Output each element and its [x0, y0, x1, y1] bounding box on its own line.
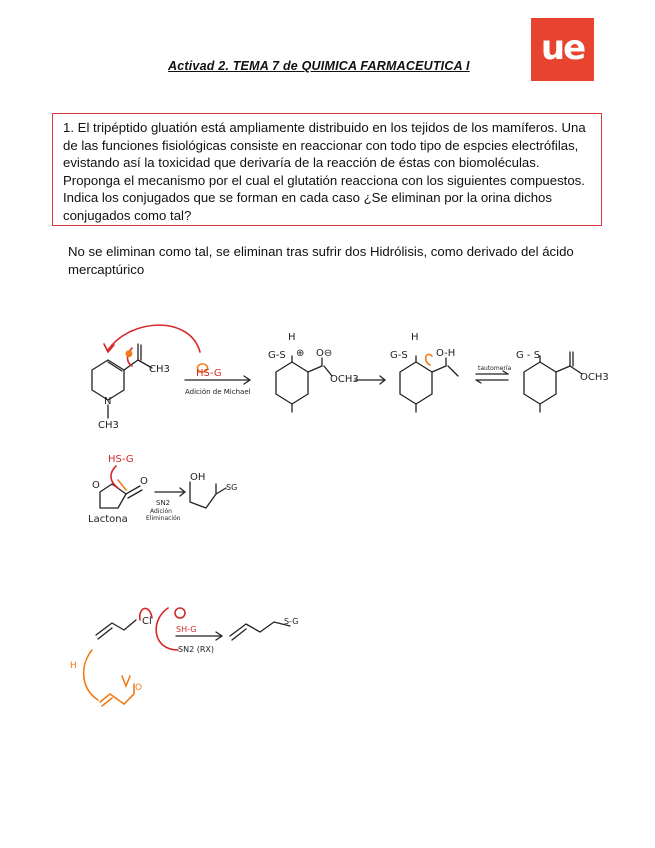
r1-product-sg: G - S: [516, 350, 541, 361]
r3-carbonyl-o: O: [135, 683, 143, 693]
reaction2-product: [190, 482, 226, 508]
r1-i1-h: H: [288, 332, 296, 343]
reaction1-product: [524, 352, 582, 412]
r2-mech-label-3: Eliminación: [146, 515, 181, 522]
r1-i1-sg: G-S: [268, 350, 286, 361]
r2-product-oh: OH: [190, 472, 206, 483]
r1-n-methyl: CH3: [98, 420, 119, 431]
r1-i2-sg: G-S: [390, 350, 408, 361]
r1-orange-dot: ●: [125, 349, 133, 359]
r1-i1-och3: OCH3: [330, 374, 359, 385]
r2-carbonyl-o: O: [140, 476, 148, 487]
page-title: Activad 2. TEMA 7 de QUIMICA FARMACEUTICA I: [168, 59, 470, 73]
r2-ring-o: O: [92, 480, 100, 491]
r3-arrow-label: SN2 (RX): [178, 645, 214, 654]
reaction3-substrate: [96, 620, 136, 639]
r3-nucleophile: SH-G: [176, 625, 197, 634]
r1-nucleophile: HS-G: [196, 368, 222, 379]
reaction1-intermediate1: [276, 356, 332, 412]
r1-i1-oxide: O⊖: [316, 348, 333, 359]
r1-i2-h: H: [411, 332, 419, 343]
r3-note-symbol: H: [70, 661, 77, 671]
r3-leaving-group: Cl: [142, 616, 152, 627]
r1-tautomer-label: tautomería: [478, 365, 512, 372]
r2-nucleophile: HS-G: [108, 454, 134, 465]
reaction3-product: [230, 622, 290, 640]
r3-product-sg: S-G: [284, 617, 299, 626]
logo-text: ue: [540, 27, 585, 68]
r2-product-sg: SG: [226, 483, 238, 492]
r1-methyl-label: CH3: [149, 364, 170, 375]
question-text: 1. El tripéptido gluatión está ampliamente distribuido en los tejidos de los mamíferos. Una de las funciones fisiológicas consiste en reaccionar con todo tipo de espcies electrófilas, evistando así la toxicidad que derivaría de la reacción de éstas con biomoléculas. Proponga el mecanismo por el cual el glutatión reacciona con los siguientes compuestos. Indica los conjugados que se forman en cada caso ¿Se eliminan por la orina dichos conjugados como tal?: [63, 120, 586, 223]
reaction1-substrate: [92, 344, 152, 418]
r2-mech-label-1: SN2: [156, 499, 171, 507]
r1-arrow-label: Adición de Michael: [185, 388, 251, 396]
answer-text: No se eliminan como tal, se eliminan tras sufrir dos Hidrólisis, como derivado del ácido mercaptúrico: [68, 244, 574, 277]
r1-product-och3: OCH3: [580, 372, 609, 383]
r1-i2-oh: O-H: [436, 348, 456, 359]
r2-substrate-label: Lactona: [88, 514, 128, 525]
r1-i1-charge: ⊕: [296, 348, 305, 359]
r1-ring-n: N: [104, 396, 112, 407]
reaction2-substrate: [100, 484, 142, 508]
r2-mech-label-2: Adición: [150, 508, 172, 515]
